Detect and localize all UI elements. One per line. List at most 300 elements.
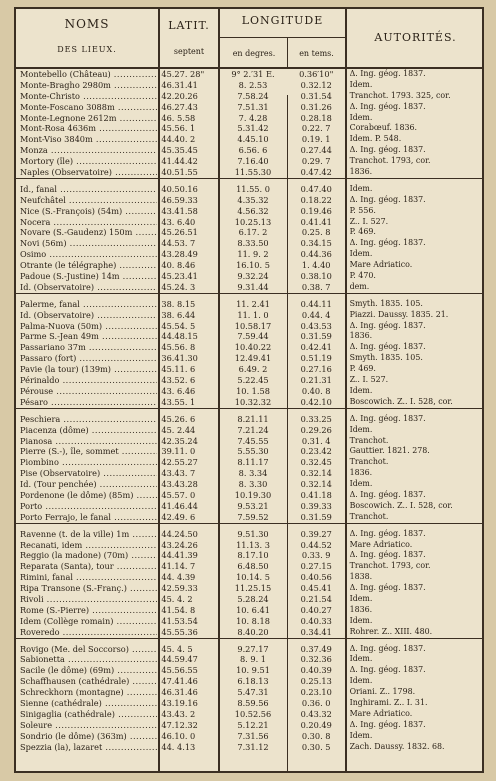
- longitude-time-cell: 0.30. 8: [301, 730, 331, 741]
- latitude-cell: 43.41.58: [161, 205, 198, 216]
- latitude-cell: 44.59.47: [161, 654, 198, 665]
- latitude-cell: 46.31.41: [161, 79, 198, 90]
- table-row: [16, 195, 482, 206]
- table-row: [16, 134, 482, 145]
- table-row: [16, 282, 482, 293]
- place-name-cell: Spezzia (la), lazaret .....: [16, 742, 157, 753]
- header-longitude: LONGITUDE: [241, 14, 324, 27]
- longitude-degrees-cell: 7.45.55: [237, 435, 269, 446]
- place-name-cell: Peschiera .....: [16, 414, 157, 425]
- authority-cell: 1836.: [349, 331, 373, 341]
- table-row: [16, 227, 482, 238]
- latitude-cell: 40.50.16: [161, 183, 198, 194]
- longitude-degrees-cell: 5.28.24: [237, 593, 269, 604]
- authority-cell: Idem.: [349, 615, 373, 625]
- longitude-degrees-cell: 11. 2.41: [236, 298, 270, 309]
- longitude-time-cell: 0.28.18: [300, 112, 332, 123]
- table-row: [16, 69, 482, 80]
- longitude-time-cell: 0.40. 8: [301, 385, 331, 396]
- latitude-cell: 43. 6.46: [161, 385, 196, 396]
- latitude-cell: 45. 4. 5: [161, 643, 193, 654]
- latitude-cell: 45.11. 6: [161, 364, 196, 375]
- authority-cell: Δ. Ing. géog. 1837.: [349, 101, 426, 111]
- longitude-time-cell: 0.32.45: [300, 457, 332, 468]
- latitude-cell: 45.55.36: [161, 626, 198, 637]
- longitude-degrees-cell: 8. 9. 1: [239, 654, 267, 665]
- place-name-cell: Otrante (le télégraphe) .....: [16, 260, 157, 271]
- longitude-degrees-cell: 7.21.24: [237, 424, 269, 435]
- longitude-degrees-cell: 6.48.50: [237, 561, 269, 572]
- table-row: [16, 156, 482, 167]
- place-name-cell: Id. (Observatoire) .....: [16, 282, 157, 293]
- table-row: [16, 479, 482, 490]
- authority-cell: Idem.: [349, 424, 373, 434]
- authority-cell: Δ. Ing. géog. 1837.: [349, 719, 426, 729]
- authority-cell: 1836.: [349, 167, 373, 177]
- table-row: [16, 414, 482, 425]
- table-row: [16, 687, 482, 698]
- latitude-cell: 43.43. 7: [161, 468, 196, 479]
- longitude-time-cell: 0.27.44: [300, 145, 332, 156]
- longitude-time-cell: 0.33.25: [300, 413, 332, 424]
- authority-cell: 1836.: [349, 604, 373, 614]
- table-row: [16, 353, 482, 364]
- longitude-time-cell: 0.23.42: [300, 446, 332, 457]
- place-name-cell: Soleure .....: [16, 720, 157, 731]
- authority-cell: Smyth. 1835. 105.: [349, 298, 423, 308]
- latitude-cell: 42.35.24: [161, 435, 198, 446]
- latitude-cell: 45.24. 3: [161, 281, 196, 292]
- table-row: [16, 490, 482, 501]
- longitude-time-cell: 0.40.33: [300, 615, 332, 626]
- header-latit: LATIT.: [168, 19, 210, 32]
- latitude-cell: 43.43.28: [161, 479, 198, 490]
- authority-cell: P. 469.: [349, 364, 376, 374]
- authority-cell: Rohrer. Z.. XIII. 480.: [349, 626, 433, 636]
- table-body: [16, 69, 482, 771]
- longitude-time-cell: 0.44.52: [300, 539, 332, 550]
- longitude-time-cell: 0.31. 4: [301, 435, 331, 446]
- longitude-time-cell: 0.40.56: [300, 572, 332, 583]
- latitude-cell: 46.31.46: [161, 687, 198, 698]
- latitude-cell: 41.54. 8: [161, 604, 196, 615]
- authority-cell: Mare Adriatico.: [349, 539, 413, 549]
- table-row: [16, 206, 482, 217]
- longitude-time-cell: 0.43.53: [300, 320, 332, 331]
- header-en-degres: en degres.: [232, 49, 276, 58]
- longitude-time-cell: 0.41.18: [300, 489, 332, 500]
- table-row: [16, 299, 482, 310]
- table-row: [16, 468, 482, 479]
- place-name-cell: Pésaro .....: [16, 397, 157, 408]
- longitude-degrees-cell: 9.31.44: [237, 281, 269, 292]
- authority-cell: Δ. Ing. géog. 1837.: [349, 528, 426, 538]
- table-header: [16, 9, 482, 69]
- table-row: [16, 501, 482, 512]
- longitude-time-cell: 0.21.31: [300, 375, 332, 386]
- longitude-degrees-cell: 10.14. 5: [236, 572, 270, 583]
- longitude-degrees-cell: 11.25.15: [234, 583, 272, 594]
- longitude-time-cell: 0.36′10": [299, 69, 334, 79]
- longitude-time-cell: 0.38. 7: [301, 281, 331, 292]
- place-name-cell: Rome (S.-Pierre) .....: [16, 605, 157, 616]
- longitude-degrees-cell: 5.12.21: [237, 719, 269, 730]
- table-row: [16, 446, 482, 457]
- authority-cell: Gauttier. 1821. 278.: [349, 446, 430, 456]
- longitude-time-cell: 0.30. 5: [301, 741, 331, 752]
- place-name-cell: Piombino .....: [16, 457, 157, 468]
- place-name-cell: Neufchâtel .....: [16, 195, 157, 206]
- longitude-time-cell: 0.44.11: [300, 298, 332, 309]
- table-row: [16, 540, 482, 551]
- authority-cell: Tranchot.: [349, 511, 389, 521]
- longitude-degrees-cell: 10.40.22: [234, 342, 272, 353]
- authority-cell: Boscowich. Z.. I. 528, cor.: [349, 500, 453, 510]
- row-group: [16, 69, 482, 179]
- table-row: [16, 91, 482, 102]
- latitude-cell: 45.26.51: [161, 227, 198, 238]
- place-name-cell: Porto Ferrajo, le fanal .....: [16, 512, 157, 523]
- authority-cell: Δ. Ing. géog. 1837.: [349, 320, 426, 330]
- longitude-degrees-cell: 7.59.44: [237, 331, 269, 342]
- longitude-time-cell: 0.31.59: [300, 511, 332, 522]
- authority-cell: Δ. Ing. géog. 1837.: [349, 238, 426, 248]
- place-name-cell: Monte-Bragho 2980m .....: [16, 80, 157, 91]
- place-name-cell: Pianosa .....: [16, 436, 157, 447]
- table-row: [16, 436, 482, 447]
- longitude-time-cell: 0.27.15: [300, 561, 332, 572]
- header-des-lieux: DES LIEUX.: [57, 45, 117, 54]
- place-name-cell: Reparata (Santa), tour .....: [16, 561, 157, 572]
- longitude-time-cell: 0.51.19: [300, 353, 332, 364]
- authority-cell: Smyth. 1835. 105.: [349, 353, 423, 363]
- latitude-cell: 44.40. 2: [161, 134, 196, 145]
- authority-cell: P. 469.: [349, 227, 376, 237]
- authority-cell: Idem.: [349, 676, 373, 686]
- latitude-cell: 43. 6.40: [161, 216, 196, 227]
- longitude-time-cell: 0.32.36: [300, 654, 332, 665]
- latitude-cell: 45. 2.44: [161, 424, 196, 435]
- longitude-degrees-cell: 8. 3.34: [238, 468, 268, 479]
- longitude-time-cell: 0.20.49: [300, 719, 332, 730]
- place-name-cell: Roveredo .....: [16, 627, 157, 638]
- place-name-cell: Porto .....: [16, 501, 157, 512]
- table-row: [16, 720, 482, 731]
- place-name-cell: Passaro (fort) .....: [16, 353, 157, 364]
- table-row: [16, 80, 482, 91]
- authority-cell: Z.. I. 527.: [349, 216, 389, 226]
- row-group: [16, 184, 482, 294]
- authority-cell: Δ. Ing. géog. 1837.: [349, 194, 426, 204]
- latitude-cell: 42.55.27: [161, 457, 198, 468]
- place-name-cell: Osimo .....: [16, 249, 157, 260]
- table-row: [16, 550, 482, 561]
- table-row: [16, 113, 482, 124]
- longitude-degrees-cell: 11.13. 3: [236, 539, 270, 550]
- place-name-cell: Rovigo (Me. del Soccorso) .....: [16, 644, 157, 655]
- longitude-degrees-cell: 5.31.42: [237, 123, 269, 134]
- table-row: [16, 249, 482, 260]
- longitude-time-cell: 0.34.41: [300, 626, 332, 637]
- place-name-cell: Piacenza (dôme) .....: [16, 425, 157, 436]
- place-name-cell: Ravenne (t. de la ville) 1m .....: [16, 529, 157, 540]
- authority-cell: Tranchot. 1793, cor.: [349, 561, 431, 571]
- place-name-cell: Monte-Foscano 3088m .....: [16, 102, 157, 113]
- longitude-time-cell: 0.22. 7: [301, 123, 331, 134]
- latitude-cell: 40. 8.46: [161, 260, 196, 271]
- place-name-cell: Schaffhausen (cathédrale) .....: [16, 676, 157, 687]
- longitude-degrees-cell: 9.32.24: [237, 271, 269, 282]
- latitude-cell: 44.48.15: [161, 331, 198, 342]
- table-page: [14, 7, 484, 773]
- longitude-degrees-cell: 7.58.24: [237, 90, 269, 101]
- latitude-cell: 46.59.33: [161, 194, 198, 205]
- table-row: [16, 742, 482, 753]
- authority-cell: Idem.: [349, 654, 373, 664]
- place-name-cell: Id. (Observatoire) .....: [16, 310, 157, 321]
- longitude-time-cell: 0.34.15: [300, 238, 332, 249]
- longitude-time-cell: 0.29.26: [300, 424, 332, 435]
- longitude-degrees-cell: 5.55.30: [237, 446, 269, 457]
- longitude-degrees-cell: 11. 1. 0: [237, 309, 269, 320]
- place-name-cell: Pierre (S.-), île, sommet .....: [16, 446, 157, 457]
- header-noms: NOMS: [64, 17, 110, 31]
- place-name-cell: Périnaldo .....: [16, 375, 157, 386]
- authority-cell: Piazzi. Daussy. 1835. 21.: [349, 309, 449, 319]
- table-row: [16, 676, 482, 687]
- latitude-cell: 44.41.39: [161, 550, 198, 561]
- row-group: [16, 529, 482, 639]
- place-name-cell: Pérouse .....: [16, 386, 157, 397]
- row-group: [16, 644, 482, 753]
- latitude-cell: 39.11. 0: [161, 446, 196, 457]
- longitude-time-cell: 0.31.26: [300, 101, 332, 112]
- authority-cell: 1836.: [349, 468, 373, 478]
- longitude-degrees-cell: 10. 1.58: [236, 385, 270, 396]
- authority-cell: Tranchot. 1793, cor.: [349, 156, 431, 166]
- authority-cell: Idem.: [349, 479, 373, 489]
- longitude-degrees-cell: 9° 2.′31 E.: [231, 69, 275, 79]
- latitude-cell: 47.12.32: [161, 719, 198, 730]
- longitude-time-cell: 0.39.33: [300, 500, 332, 511]
- longitude-degrees-cell: 9.51.30: [237, 528, 269, 539]
- place-name-cell: Parme S.-Jean 49m .....: [16, 331, 157, 342]
- place-name-cell: Pavie (la tour) (139m) .....: [16, 364, 157, 375]
- table-row: [16, 512, 482, 523]
- authority-cell: Tranchot.: [349, 457, 389, 467]
- latitude-cell: 45.56. 8: [161, 342, 196, 353]
- latitude-cell: 45.35.45: [161, 145, 198, 156]
- longitude-time-cell: 0.37.49: [300, 643, 332, 654]
- longitude-degrees-cell: 5.22.45: [237, 375, 269, 386]
- table-row: [16, 644, 482, 655]
- longitude-time-cell: 0.43.32: [300, 708, 332, 719]
- latitude-cell: 46.10. 0: [161, 730, 196, 741]
- table-row: [16, 102, 482, 113]
- latitude-cell: 36.41.30: [161, 353, 198, 364]
- table-row: [16, 605, 482, 616]
- authority-cell: Idem.: [349, 249, 373, 259]
- latitude-cell: 46. 5.58: [161, 112, 196, 123]
- place-name-cell: Monza .....: [16, 145, 157, 156]
- place-name-cell: Recanati, idem .....: [16, 540, 157, 551]
- table-row: [16, 425, 482, 436]
- longitude-time-cell: 0.32.12: [300, 79, 332, 90]
- place-name-cell: Montebello (Château) .....: [16, 69, 157, 80]
- place-name-cell: Nice (S.-François) (54m) .....: [16, 206, 157, 217]
- place-name-cell: Idem (Collège romain) .....: [16, 616, 157, 627]
- place-name-cell: Padoue (S.-Justine) 14m .....: [16, 271, 157, 282]
- place-name-cell: Passariano 37m .....: [16, 342, 157, 353]
- latitude-cell: 38. 6.44: [161, 309, 196, 320]
- place-name-cell: Id. (Tour penchée) .....: [16, 479, 157, 490]
- latitude-cell: 41.14. 7: [161, 561, 196, 572]
- longitude-time-cell: 0.40.39: [300, 665, 332, 676]
- authority-cell: Mare Adriatico.: [349, 708, 413, 718]
- latitude-cell: 45.27. 28": [161, 69, 205, 79]
- longitude-degrees-cell: 10.25.13: [234, 216, 272, 227]
- longitude-degrees-cell: 8.11.17: [237, 457, 269, 468]
- table-row: [16, 321, 482, 332]
- place-name-cell: Palerme, fanal .....: [16, 299, 157, 310]
- longitude-degrees-cell: 8.59.56: [237, 697, 269, 708]
- authority-cell: Δ. Ing. géog. 1837.: [349, 342, 426, 352]
- longitude-degrees-cell: 6.49. 2: [238, 364, 268, 375]
- table-row: [16, 457, 482, 468]
- authority-cell: Oriani. Z.. 1798.: [349, 687, 416, 697]
- latitude-cell: 44. 4.39: [161, 572, 196, 583]
- authority-cell: P. 470.: [349, 271, 376, 281]
- latitude-cell: 43.19.16: [161, 697, 198, 708]
- longitude-degrees-cell: 10. 9.51: [236, 665, 270, 676]
- place-name-cell: Novi (56m) .....: [16, 238, 157, 249]
- longitude-time-cell: 0.33. 9: [301, 550, 331, 561]
- table-row: [16, 184, 482, 195]
- place-name-cell: Nocera .....: [16, 217, 157, 228]
- authority-cell: Inghirami. Z.. I. 31.: [349, 697, 428, 707]
- place-name-cell: Novare (S.-Gaudenz) 150m .....: [16, 227, 157, 238]
- table-row: [16, 594, 482, 605]
- authority-cell: Δ. Ing. géog. 1837.: [349, 489, 426, 499]
- longitude-degrees-cell: 6.17. 2: [238, 227, 268, 238]
- longitude-time-cell: 0.32.14: [300, 479, 332, 490]
- table-row: [16, 375, 482, 386]
- latitude-cell: 43.24.26: [161, 539, 198, 550]
- place-name-cell: Sienne (cathédrale) .....: [16, 698, 157, 709]
- authority-cell: Idem. P. 548.: [349, 134, 402, 144]
- longitude-time-cell: 0.36. 0: [301, 697, 331, 708]
- longitude-degrees-cell: 7.16.40: [237, 156, 269, 167]
- longitude-degrees-cell: 11. 9. 2: [237, 249, 269, 260]
- authority-cell: Idem.: [349, 593, 373, 603]
- longitude-time-cell: 0.44.36: [300, 249, 332, 260]
- table-row: [16, 167, 482, 178]
- authority-cell: P. 556.: [349, 205, 376, 215]
- table-row: [16, 310, 482, 321]
- authority-cell: Mare Adriatico.: [349, 260, 413, 270]
- latitude-cell: 45.56. 1: [161, 123, 196, 134]
- place-name-cell: Monte-Christo .....: [16, 91, 157, 102]
- authority-cell: Tranchot.: [349, 435, 389, 445]
- latitude-cell: 45.56.55: [161, 665, 198, 676]
- longitude-degrees-cell: 8. 2.53: [238, 79, 268, 90]
- authority-cell: Δ. Ing. géog. 1837.: [349, 145, 426, 155]
- table-row: [16, 271, 482, 282]
- longitude-degrees-cell: 9.53.21: [237, 500, 269, 511]
- longitude-time-cell: 0.45.41: [300, 583, 332, 594]
- table-row: [16, 386, 482, 397]
- longitude-degrees-cell: 7.31.12: [237, 741, 269, 752]
- longitude-time-cell: 0.18.22: [300, 194, 332, 205]
- place-name-cell: Mont-Viso 3840m .....: [16, 134, 157, 145]
- longitude-degrees-cell: 10.58.17: [234, 320, 272, 331]
- latitude-cell: 45.23.41: [161, 271, 198, 282]
- latitude-cell: 41.53.54: [161, 615, 198, 626]
- authority-cell: dem.: [349, 281, 370, 291]
- table-row: [16, 561, 482, 572]
- table-row: [16, 627, 482, 638]
- longitude-degrees-cell: 7.31.56: [237, 730, 269, 741]
- authority-cell: Tranchot. 1793. 325, cor.: [349, 90, 451, 100]
- table-row: [16, 654, 482, 665]
- longitude-time-cell: 0.40.27: [300, 604, 332, 615]
- place-name-cell: Sinigaglia (cathédrale) .....: [16, 709, 157, 720]
- latitude-cell: 44.53. 7: [161, 238, 196, 249]
- longitude-time-cell: 0.47.42: [300, 167, 332, 178]
- place-name-cell: Reggio (la madone) (70m) .....: [16, 550, 157, 561]
- place-name-cell: Rimini, fanal .....: [16, 572, 157, 583]
- latitude-cell: 43.55. 1: [161, 396, 196, 407]
- header-autorites: AUTORITÉS.: [374, 31, 457, 44]
- longitude-time-cell: 0.32.14: [300, 468, 332, 479]
- longitude-degrees-cell: 8.33.50: [237, 238, 269, 249]
- longitude-degrees-cell: 9.27.17: [237, 643, 269, 654]
- authority-cell: Idem.: [349, 112, 373, 122]
- table-row: [16, 572, 482, 583]
- longitude-time-cell: 0.39.27: [300, 528, 332, 539]
- authority-cell: Idem.: [349, 730, 373, 740]
- table-row: [16, 397, 482, 408]
- place-name-cell: Ripa Transone (S.-Franç.) .....: [16, 583, 157, 594]
- table-row: [16, 665, 482, 676]
- longitude-time-cell: 0.29. 7: [301, 156, 331, 167]
- authority-cell: Δ. Ing. géog. 1837.: [349, 550, 426, 560]
- authority-cell: Δ. Ing. géog. 1837.: [349, 665, 426, 675]
- header-en-tems: en tems.: [299, 49, 334, 58]
- latitude-cell: 43.52. 6: [161, 375, 196, 386]
- longitude-degrees-cell: 16.10. 5: [236, 260, 270, 271]
- longitude-degrees-cell: 11.55.30: [234, 167, 272, 178]
- longitude-time-cell: 0.19.46: [300, 205, 332, 216]
- latitude-cell: 42.59.33: [161, 583, 198, 594]
- longitude-degrees-cell: 7. 4.28: [238, 112, 268, 123]
- longitude-degrees-cell: 4.45.10: [237, 134, 269, 145]
- place-name-cell: Schreckhorn (montagne) .....: [16, 687, 157, 698]
- latitude-cell: 47.41.46: [161, 676, 198, 687]
- place-name-cell: Naples (Observatoire) .....: [16, 167, 157, 178]
- authority-cell: Idem.: [349, 183, 373, 193]
- longitude-time-cell: 0.42.10: [300, 396, 332, 407]
- place-name-cell: Sacile (le dôme) (69m) .....: [16, 665, 157, 676]
- latitude-cell: 44.24.50: [161, 528, 198, 539]
- longitude-time-cell: 0.38.10: [300, 271, 332, 282]
- latitude-cell: 40.51.55: [161, 167, 198, 178]
- longitude-degrees-cell: 12.49.41: [234, 353, 272, 364]
- latitude-cell: 45. 4. 2: [161, 593, 193, 604]
- table-row: [16, 238, 482, 249]
- longitude-degrees-cell: 8.40.20: [237, 626, 269, 637]
- authority-cell: Corabœuf. 1836.: [349, 123, 418, 133]
